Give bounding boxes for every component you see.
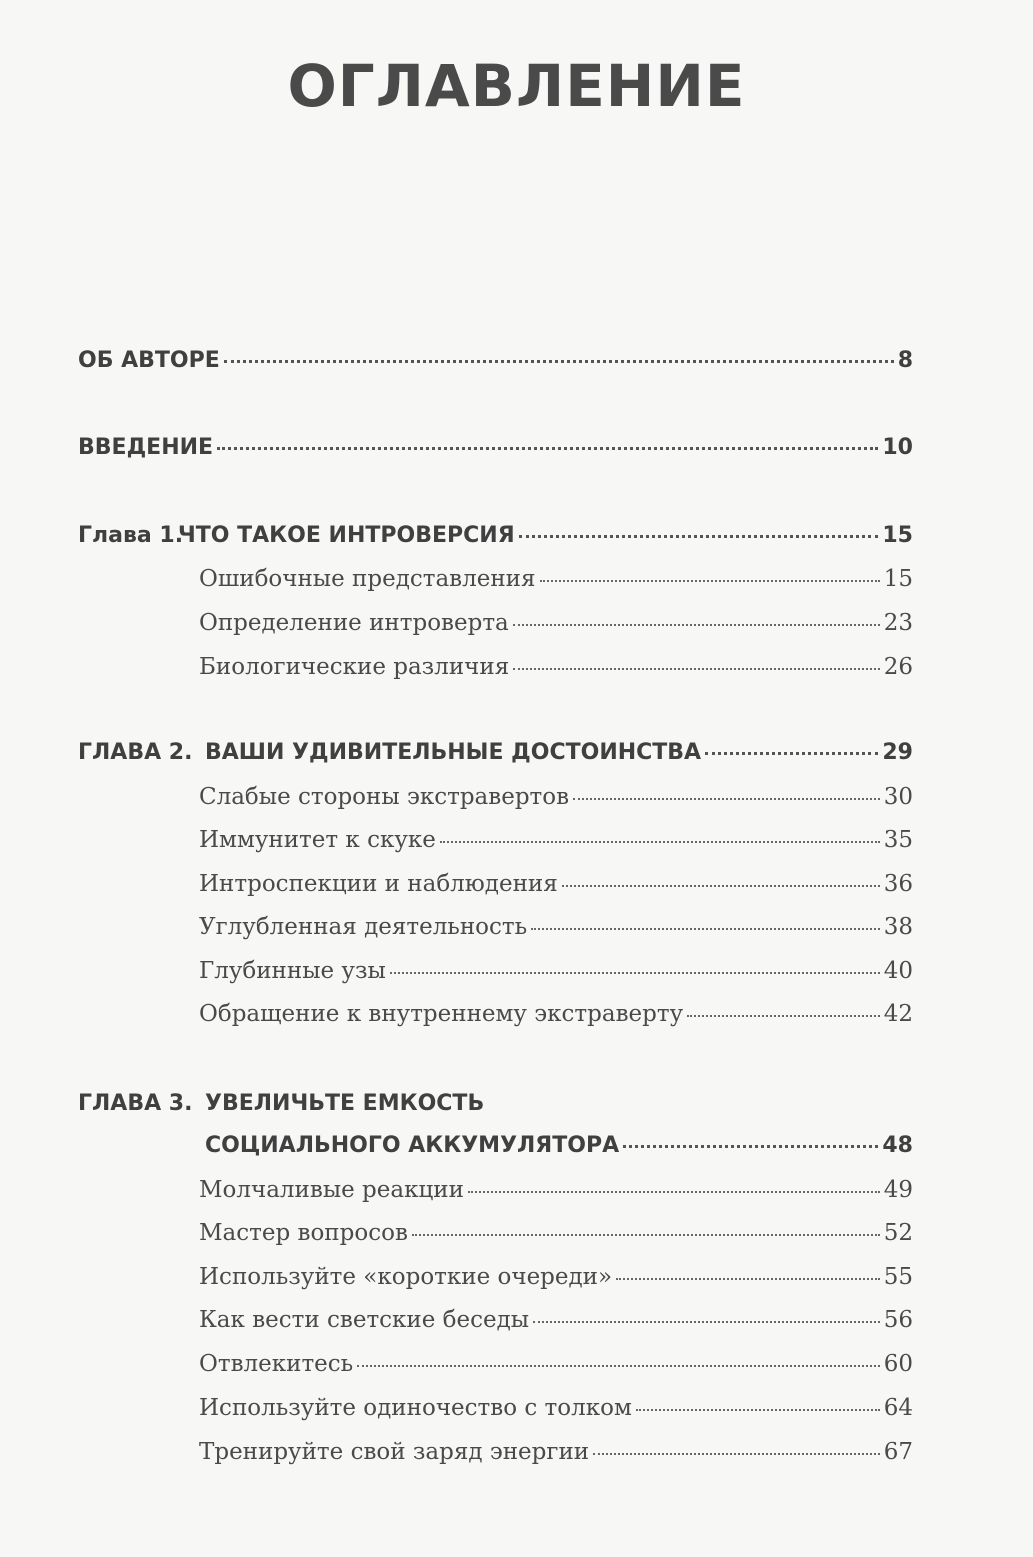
chapter-page: 48 — [882, 1133, 913, 1158]
toc-entry-label: ОБ АВТОРЕ — [78, 348, 220, 373]
section-page: 42 — [883, 1001, 913, 1027]
chapter-title: УВЕЛИЧЬТЕ ЕМКОСТЬ — [205, 1091, 485, 1116]
toc-chapter-3[interactable] — [78, 1133, 913, 1173]
toc-entry-page: 8 — [897, 348, 913, 373]
section-page: 26 — [883, 654, 913, 680]
dot-leader — [390, 972, 880, 974]
section-page: 67 — [883, 1439, 913, 1465]
section-title: Отвлекитесь — [199, 1351, 354, 1377]
dot-leader — [513, 624, 880, 626]
dot-leader — [468, 1191, 880, 1193]
section-title: Слабые стороны экстравертов — [199, 784, 570, 810]
section-title: Тренируйте свой заряд энергии — [199, 1439, 590, 1465]
toc-section[interactable] — [78, 1001, 913, 1041]
dot-leader — [687, 1015, 880, 1017]
toc-section[interactable] — [78, 1220, 913, 1260]
dot-leader — [412, 1234, 880, 1236]
section-title: Интроспекции и наблюдения — [199, 871, 558, 897]
chapter-number: Глава 1. — [78, 523, 184, 548]
section-page: 35 — [883, 827, 913, 853]
chapter-number: ГЛАВА 3. — [78, 1091, 193, 1116]
toc-section[interactable] — [78, 654, 913, 694]
toc-section[interactable] — [78, 1307, 913, 1347]
toc-section[interactable] — [78, 871, 913, 911]
dot-leader — [540, 580, 880, 582]
section-page: 52 — [883, 1220, 913, 1246]
section-title: Ошибочные представления — [199, 566, 536, 592]
dot-leader — [531, 928, 880, 930]
section-page: 38 — [883, 914, 913, 940]
section-page: 55 — [883, 1264, 913, 1290]
dot-leader — [562, 885, 880, 887]
section-title: Углубленная деятельность — [199, 914, 528, 940]
section-title: Используйте одиночество с толком — [199, 1395, 632, 1421]
dot-leader — [616, 1278, 880, 1280]
section-title: Обращение к внутреннему экстраверту — [199, 1001, 684, 1027]
chapter-title-continued: СОЦИАЛЬНОГО АККУМУЛЯТОРА — [205, 1133, 620, 1158]
toc-section[interactable] — [78, 914, 913, 954]
toc-entry-about[interactable] — [78, 348, 913, 388]
toc-section[interactable] — [78, 958, 913, 998]
section-page: 15 — [883, 566, 913, 592]
section-page: 36 — [883, 871, 913, 897]
toc-section[interactable] — [78, 784, 913, 824]
section-title: Молчаливые реакции — [199, 1177, 464, 1203]
chapter-title: ВАШИ УДИВИТЕЛЬНЫЕ ДОСТОИНСТВА — [205, 740, 702, 765]
dot-leader — [224, 360, 894, 363]
chapter-page: 29 — [882, 740, 913, 765]
chapter-number: ГЛАВА 2. — [78, 740, 193, 765]
section-page: 60 — [883, 1351, 913, 1377]
toc-section[interactable] — [78, 1264, 913, 1304]
dot-leader — [705, 752, 878, 755]
dot-leader — [533, 1321, 880, 1323]
section-title: Иммунитет к скуке — [199, 827, 436, 853]
dot-leader — [513, 668, 880, 670]
dot-leader — [357, 1365, 880, 1367]
toc-entry-label: ВВЕДЕНИЕ — [78, 435, 214, 460]
page-title: ОГЛАВЛЕНИЕ — [287, 52, 746, 120]
toc-chapter-2[interactable] — [78, 740, 913, 780]
section-title: Используйте «короткие очереди» — [199, 1264, 613, 1290]
section-page: 30 — [883, 784, 913, 810]
toc-entry-page: 10 — [882, 435, 913, 460]
dot-leader — [636, 1409, 880, 1411]
toc-section[interactable] — [78, 827, 913, 867]
section-page: 49 — [883, 1177, 913, 1203]
section-page: 64 — [883, 1395, 913, 1421]
toc-section[interactable] — [78, 610, 913, 650]
dot-leader — [217, 447, 878, 450]
dot-leader — [440, 841, 880, 843]
toc-chapter-1[interactable] — [78, 523, 913, 563]
section-title: Биологические различия — [199, 654, 510, 680]
chapter-page: 15 — [882, 523, 913, 548]
dot-leader — [573, 798, 880, 800]
dot-leader — [623, 1145, 878, 1148]
toc-section[interactable] — [78, 566, 913, 606]
section-page: 56 — [883, 1307, 913, 1333]
toc-section[interactable] — [78, 1177, 913, 1217]
section-page: 23 — [883, 610, 913, 636]
chapter-title: ЧТО ТАКОЕ ИНТРОВЕРСИЯ — [178, 523, 515, 548]
toc-chapter-3-line1[interactable] — [78, 1091, 913, 1131]
dot-leader — [593, 1453, 880, 1455]
toc-section[interactable] — [78, 1351, 913, 1391]
section-title: Мастер вопросов — [199, 1220, 408, 1246]
toc-section[interactable] — [78, 1395, 913, 1435]
section-title: Глубинные узы — [199, 958, 386, 984]
toc-section[interactable] — [78, 1439, 913, 1479]
dot-leader — [519, 535, 879, 538]
section-title: Как вести светские беседы — [199, 1307, 530, 1333]
section-page: 40 — [883, 958, 913, 984]
section-title: Определение интроверта — [199, 610, 509, 636]
toc-entry-intro[interactable] — [78, 435, 913, 475]
